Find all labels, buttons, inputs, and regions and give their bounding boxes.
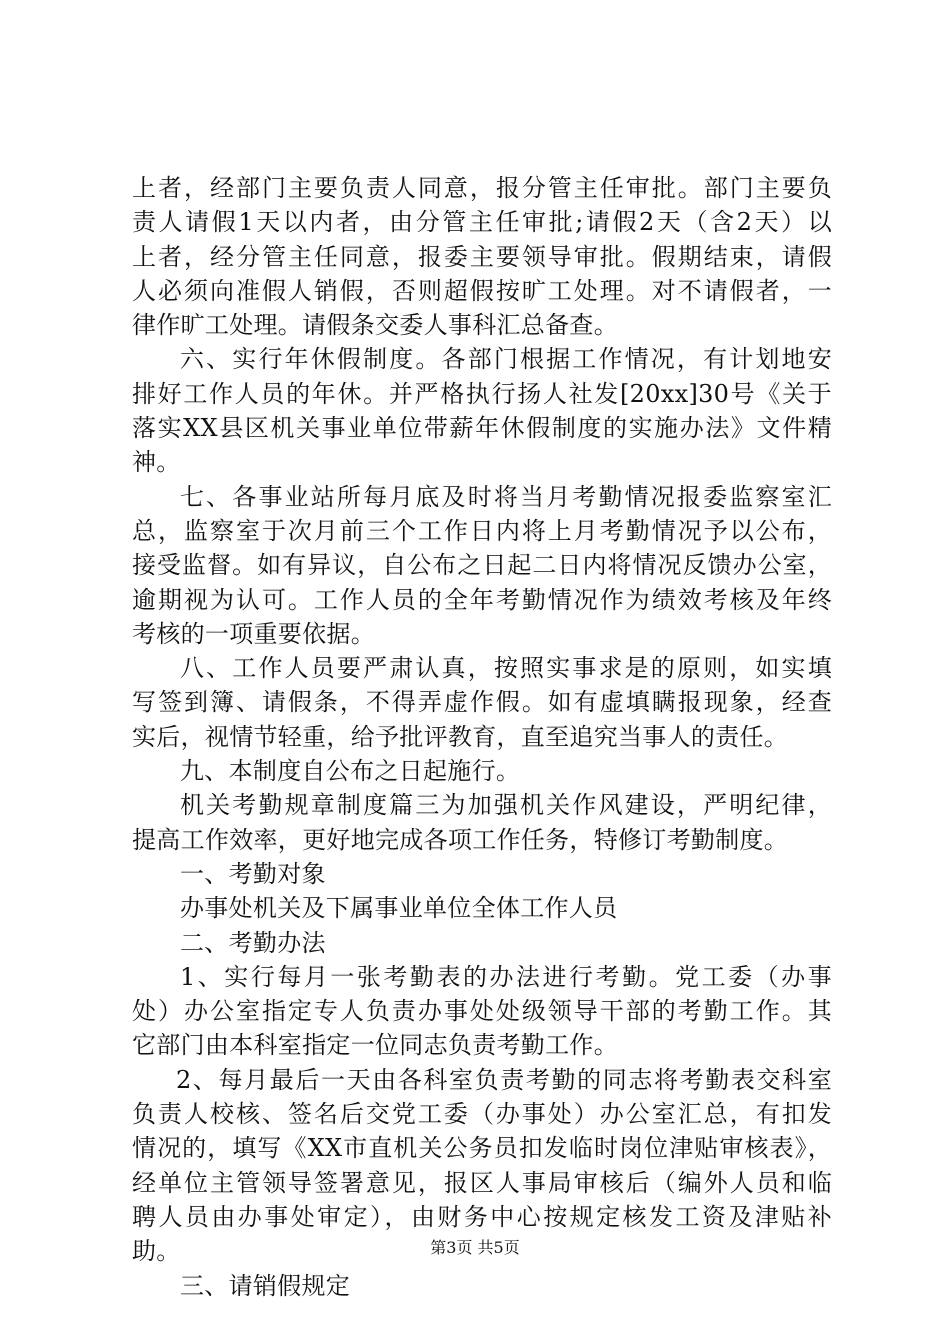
text-line: 考核的一项重要依据。 xyxy=(132,619,375,648)
text-line: 它部门由本科室指定一位同志负责考勤工作。 xyxy=(132,1031,618,1060)
text-line: 排好工作人员的年休。并严格执行扬人社发[20xx]30号《关于 xyxy=(132,379,832,408)
text-line: 助。 xyxy=(132,1237,181,1266)
text-line: 负责人校核、签名后交党工委（办事处）办公室汇总，有扣发 xyxy=(132,1100,832,1129)
text-line: 接受监督。如有异议，自公布之日起二日内将情况反馈办公室， xyxy=(132,551,832,580)
text-line: 经单位主管领导签署意见，报区人事局审核后（编外人员和临 xyxy=(132,1168,832,1197)
text-line: 神。 xyxy=(132,448,181,477)
text-line: 上者，经部门主要负责人同意，报分管主任审批。部门主要负 xyxy=(132,174,832,202)
text-line: 上者，经分管主任同意，报委主要领导审批。假期结束，请假 xyxy=(132,242,832,271)
text-line: 八、工作人员要严肃认真，按照实事求是的原则，如实填 xyxy=(180,654,832,683)
text-line: 写签到簿、请假条，不得弄虚作假。如有虚填瞒报现象，经查 xyxy=(132,688,832,717)
text-line: 律作旷工处理。请假条交委人事科汇总备查。 xyxy=(132,311,618,340)
text-line: 1、实行每月一张考勤表的办法进行考勤。党工委（办事 xyxy=(180,962,832,991)
text-line: 处）办公室指定专人负责办事处处级领导干部的考勤工作。其 xyxy=(132,997,832,1026)
text-line: 聘人员由办事处审定），由财务中心按规定核发工资及津贴补 xyxy=(132,1202,832,1231)
text-line: 情况的，填写《XX市直机关公务员扣发临时岗位津贴审核表》， xyxy=(132,1134,832,1163)
text-line: 人必须向准假人销假，否则超假按旷工处理。对不请假者，一 xyxy=(132,276,832,305)
text-line: 六、实行年休假制度。各部门根据工作情况，有计划地安 xyxy=(180,345,832,374)
text-line: 责人请假1天以内者，由分管主任审批;请假2天（含2天）以 xyxy=(132,208,832,237)
text-line: 逾期视为认可。工作人员的全年考勤情况作为绩效考核及年终 xyxy=(132,585,832,614)
section-heading: 三、请销假规定 xyxy=(180,1271,351,1300)
section-heading: 二、考勤办法 xyxy=(180,928,326,957)
text-line: 七、各事业站所每月底及时将当月考勤情况报委监察室汇 xyxy=(180,482,832,511)
section-heading: 一、考勤对象 xyxy=(180,859,326,888)
text-line: 九、本制度自公布之日起施行。 xyxy=(180,757,521,786)
text-line: 实后，视情节轻重，给予批评教育，直至追究当事人的责任。 xyxy=(132,722,789,751)
text-line: 提高工作效率，更好地完成各项工作任务，特修订考勤制度。 xyxy=(132,825,789,854)
text-line: 2、每月最后一天由各科室负责考勤的同志将考勤表交科室 xyxy=(176,1065,832,1094)
text-line: 总，监察室于次月前三个工作日内将上月考勤情况予以公布， xyxy=(132,516,832,545)
text-line: 办事处机关及下属事业单位全体工作人员 xyxy=(180,894,618,923)
page-number: 第3页 共5页 xyxy=(430,1238,520,1257)
text-line: 机关考勤规章制度篇三为加强机关作风建设，严明纪律， xyxy=(180,791,832,820)
text-line: 落实XX县区机关事业单位带薪年休假制度的实施办法》文件精 xyxy=(132,414,832,443)
document-body xyxy=(132,171,832,1303)
